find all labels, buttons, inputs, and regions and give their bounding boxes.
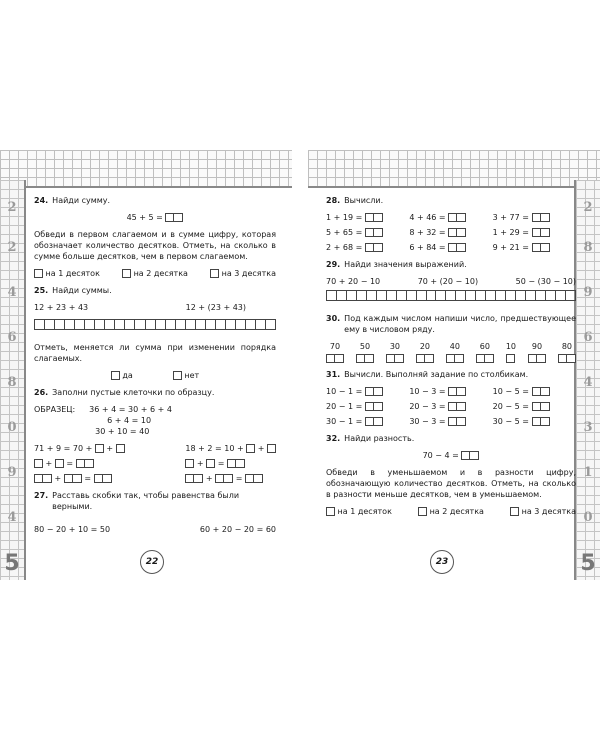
side-digit: 9 — [583, 285, 593, 300]
option-label: на 1 десяток — [337, 507, 392, 516]
answer-box[interactable] — [365, 228, 383, 237]
expression: 18 + 2 = 10 + — [185, 444, 244, 453]
number-cell: 50 — [359, 342, 371, 351]
side-digit: 0 — [583, 510, 593, 525]
task-number: 27. — [34, 491, 49, 500]
number-cell: 80 — [561, 342, 573, 351]
expression: 4 + 46 = — [409, 213, 446, 222]
option-label: на 3 десятка — [521, 507, 576, 516]
option-checkbox[interactable] — [210, 269, 219, 278]
right-content — [326, 195, 576, 517]
side-digit: 2 — [7, 200, 17, 215]
answer-box[interactable] — [365, 417, 383, 426]
answer-box[interactable] — [116, 444, 125, 453]
number-cell: 10 — [505, 342, 516, 351]
task-number: 32. — [326, 434, 341, 443]
expression: 1 + 29 = — [492, 228, 529, 237]
answer-box[interactable] — [185, 474, 203, 483]
expression: 70 + (20 − 10) — [417, 277, 479, 286]
task-title: Расставь скобки так, чтобы равенства были верными. — [52, 491, 240, 511]
corner-digit: 5 — [580, 551, 596, 576]
task-title: Найди сумму. — [52, 196, 111, 205]
task-25-expressions — [34, 302, 276, 313]
answer-box[interactable] — [448, 243, 466, 252]
answer-box[interactable] — [246, 444, 255, 453]
task-32-text: Обведи в уменьшаемом и в разности цифру, обозначающую количество десятков. Отметь, на сколько в разности меньше десятков, чем в уменьшаемом. — [326, 468, 576, 499]
answer-box[interactable] — [532, 402, 550, 411]
expression: 12 + (23 + 43) — [185, 303, 246, 312]
expression: 20 − 5 = — [492, 402, 529, 411]
task-27-expressions — [34, 524, 276, 535]
task-number: 24. — [34, 196, 49, 205]
answer-box[interactable] — [245, 474, 263, 483]
task-31-header — [326, 369, 576, 380]
sample-line: 6 + 4 = 10 — [107, 416, 152, 425]
expression: 20 − 3 = — [409, 402, 446, 411]
answer-box[interactable] — [206, 459, 215, 468]
expression: 80 − 20 + 10 = 50 — [34, 525, 111, 534]
expression: 3 + 77 = — [492, 213, 529, 222]
page-number: 22 — [140, 550, 164, 574]
expression: 60 + 20 − 20 = 60 — [199, 525, 276, 534]
answer-grid[interactable] — [34, 319, 276, 330]
expression: 5 + 65 = — [326, 228, 363, 237]
task-title: Под каждым числом напиши число, предшествующее ему в числовом ряду. — [344, 314, 576, 334]
answer-box[interactable] — [506, 354, 515, 363]
number-cell: 90 — [531, 342, 543, 351]
answer-box[interactable] — [34, 459, 43, 468]
side-digit: 2 — [583, 200, 593, 215]
expression: 20 − 1 = — [326, 402, 363, 411]
number-cell: 70 — [329, 342, 341, 351]
task-29-expressions — [326, 276, 576, 287]
task-28-header — [326, 195, 576, 206]
corner-digit: 5 — [4, 551, 20, 576]
side-digit: 1 — [583, 465, 593, 480]
answer-grid[interactable] — [326, 290, 576, 301]
answer-box[interactable] — [448, 387, 466, 396]
side-digit: 0 — [7, 420, 17, 435]
side-digit: 2 — [7, 240, 17, 255]
left-content — [34, 195, 276, 535]
answer-box[interactable] — [476, 354, 494, 363]
expression: 30 − 3 = — [409, 417, 446, 426]
answer-box[interactable] — [94, 474, 112, 483]
side-digit: 4 — [7, 510, 17, 525]
number-cell: 40 — [449, 342, 460, 351]
sample-line: 30 + 10 = 40 — [95, 427, 150, 436]
expression: 1 + 19 = — [326, 213, 363, 222]
expression: 12 + 23 + 43 — [34, 303, 89, 312]
answer-box[interactable] — [532, 387, 550, 396]
task-30-header — [326, 313, 576, 335]
side-digit: 9 — [7, 465, 17, 480]
expression: 71 + 9 = 70 + — [34, 444, 93, 453]
answer-box[interactable] — [365, 387, 383, 396]
side-digit: 3 — [583, 420, 593, 435]
task-title: Найди значения выражений. — [344, 260, 467, 269]
task-24-expression — [34, 212, 276, 223]
option-checkbox[interactable] — [122, 269, 131, 278]
answer-box[interactable] — [446, 354, 464, 363]
expression: 70 − 4 = — [422, 451, 459, 460]
task-32-options — [326, 506, 576, 517]
option-label: нет — [184, 371, 200, 380]
answer-box[interactable] — [215, 474, 233, 483]
expression: 10 − 5 = — [492, 387, 529, 396]
side-digit: 4 — [7, 285, 17, 300]
task-title: Вычисли. — [344, 196, 384, 205]
answer-box[interactable] — [532, 243, 550, 252]
side-digit: 8 — [583, 240, 593, 255]
answer-box[interactable] — [365, 402, 383, 411]
option-checkbox[interactable] — [111, 371, 120, 380]
answer-box[interactable] — [34, 474, 52, 483]
option-label: на 1 десяток — [45, 269, 100, 278]
side-digit: 6 — [583, 330, 593, 345]
task-31-expressions — [326, 386, 576, 427]
option-checkbox[interactable] — [173, 371, 182, 380]
task-number: 30. — [326, 314, 341, 323]
option-label: да — [122, 371, 133, 380]
answer-box[interactable] — [227, 459, 245, 468]
side-digit: 4 — [583, 375, 593, 390]
task-number: 28. — [326, 196, 341, 205]
expression: 2 + 68 = — [326, 243, 363, 252]
option-label: на 2 десятка — [429, 507, 484, 516]
task-number: 31. — [326, 370, 341, 379]
answer-box[interactable] — [64, 474, 82, 483]
grid-side-strip — [574, 180, 600, 580]
option-checkbox[interactable] — [510, 507, 519, 516]
grid-side-strip — [0, 180, 26, 580]
task-title: Вычисли. Выполняй задание по столбикам. — [344, 370, 529, 379]
answer-box[interactable] — [448, 417, 466, 426]
task-25-options — [34, 370, 276, 381]
answer-box[interactable] — [356, 354, 374, 363]
answer-box[interactable] — [185, 459, 194, 468]
answer-box[interactable] — [448, 228, 466, 237]
expression: 30 − 5 = — [492, 417, 529, 426]
right-page — [300, 150, 600, 580]
answer-box[interactable] — [267, 444, 276, 453]
expression: 9 + 21 = — [492, 243, 529, 252]
task-27-header — [34, 490, 276, 512]
task-32-expression — [326, 450, 576, 461]
expression: 30 − 1 = — [326, 417, 363, 426]
task-30-numbers — [326, 341, 576, 363]
option-label: на 3 десятка — [221, 269, 276, 278]
option-checkbox[interactable] — [418, 507, 427, 516]
expression: 50 − (30 − 10) — [515, 277, 576, 286]
side-digit: 8 — [7, 375, 17, 390]
answer-box[interactable] — [448, 213, 466, 222]
task-title: Заполни пустые клеточки по образцу. — [52, 388, 215, 397]
answer-box[interactable] — [386, 354, 404, 363]
task-26-sample — [34, 404, 276, 437]
task-25-header — [34, 285, 276, 296]
answer-box[interactable] — [55, 459, 64, 468]
grid-header-strip — [0, 150, 292, 188]
task-25-text: Отметь, меняется ли сумма при изменении порядка слагаемых. — [34, 343, 276, 363]
left-page — [0, 150, 300, 580]
side-digit: 6 — [7, 330, 17, 345]
answer-box[interactable] — [416, 354, 434, 363]
number-cell: 20 — [419, 342, 430, 351]
task-26-exercises: 71 + 9 = 70 + + + = + = 18 + 2 = 10 + + + = + = — [34, 443, 276, 484]
answer-box[interactable] — [365, 243, 383, 252]
task-title: Найди суммы. — [52, 286, 112, 295]
expression: 8 + 32 = — [409, 228, 446, 237]
task-32-header — [326, 433, 576, 444]
task-24-header — [34, 195, 276, 206]
expression: 10 − 1 = — [326, 387, 363, 396]
task-title: Найди разность. — [344, 434, 415, 443]
task-26-header — [34, 387, 276, 398]
task-number: 26. — [34, 388, 49, 397]
answer-box[interactable] — [461, 451, 479, 460]
grid-header-strip — [308, 150, 600, 188]
option-label: на 2 десятка — [133, 269, 188, 278]
answer-box[interactable] — [76, 459, 94, 468]
sample-line: 36 + 4 = 30 + 6 + 4 — [89, 405, 172, 414]
task-24-options — [34, 268, 276, 279]
answer-box[interactable] — [326, 354, 344, 363]
expression: 45 + 5 = — [126, 213, 163, 222]
page-number: 23 — [430, 550, 454, 574]
task-number: 25. — [34, 286, 49, 295]
task-28-expressions — [326, 212, 576, 253]
answer-box[interactable] — [532, 417, 550, 426]
answer-box[interactable] — [528, 354, 546, 363]
answer-box[interactable] — [95, 444, 104, 453]
option-checkbox[interactable] — [34, 269, 43, 278]
answer-box[interactable] — [532, 213, 550, 222]
answer-box[interactable] — [532, 228, 550, 237]
answer-box[interactable] — [558, 354, 576, 363]
option-checkbox[interactable] — [326, 507, 335, 516]
expression: 70 + 20 − 10 — [326, 277, 381, 286]
number-cell: 60 — [479, 342, 490, 351]
answer-box[interactable] — [165, 213, 183, 222]
number-cell: 30 — [389, 342, 401, 351]
task-number: 29. — [326, 260, 341, 269]
expression: 6 + 84 = — [409, 243, 446, 252]
task-29-header — [326, 259, 576, 270]
answer-box[interactable] — [448, 402, 466, 411]
task-24-text: Обведи в первом слагаемом и в сумме цифру, которая обозначает количество десятков. Отметь, на сколько в сумме больше десятков, чем в первом слагаемом. — [34, 230, 276, 261]
expression: 10 − 3 = — [409, 387, 446, 396]
sample-label: ОБРАЗЕЦ: — [34, 405, 76, 414]
answer-box[interactable] — [365, 213, 383, 222]
